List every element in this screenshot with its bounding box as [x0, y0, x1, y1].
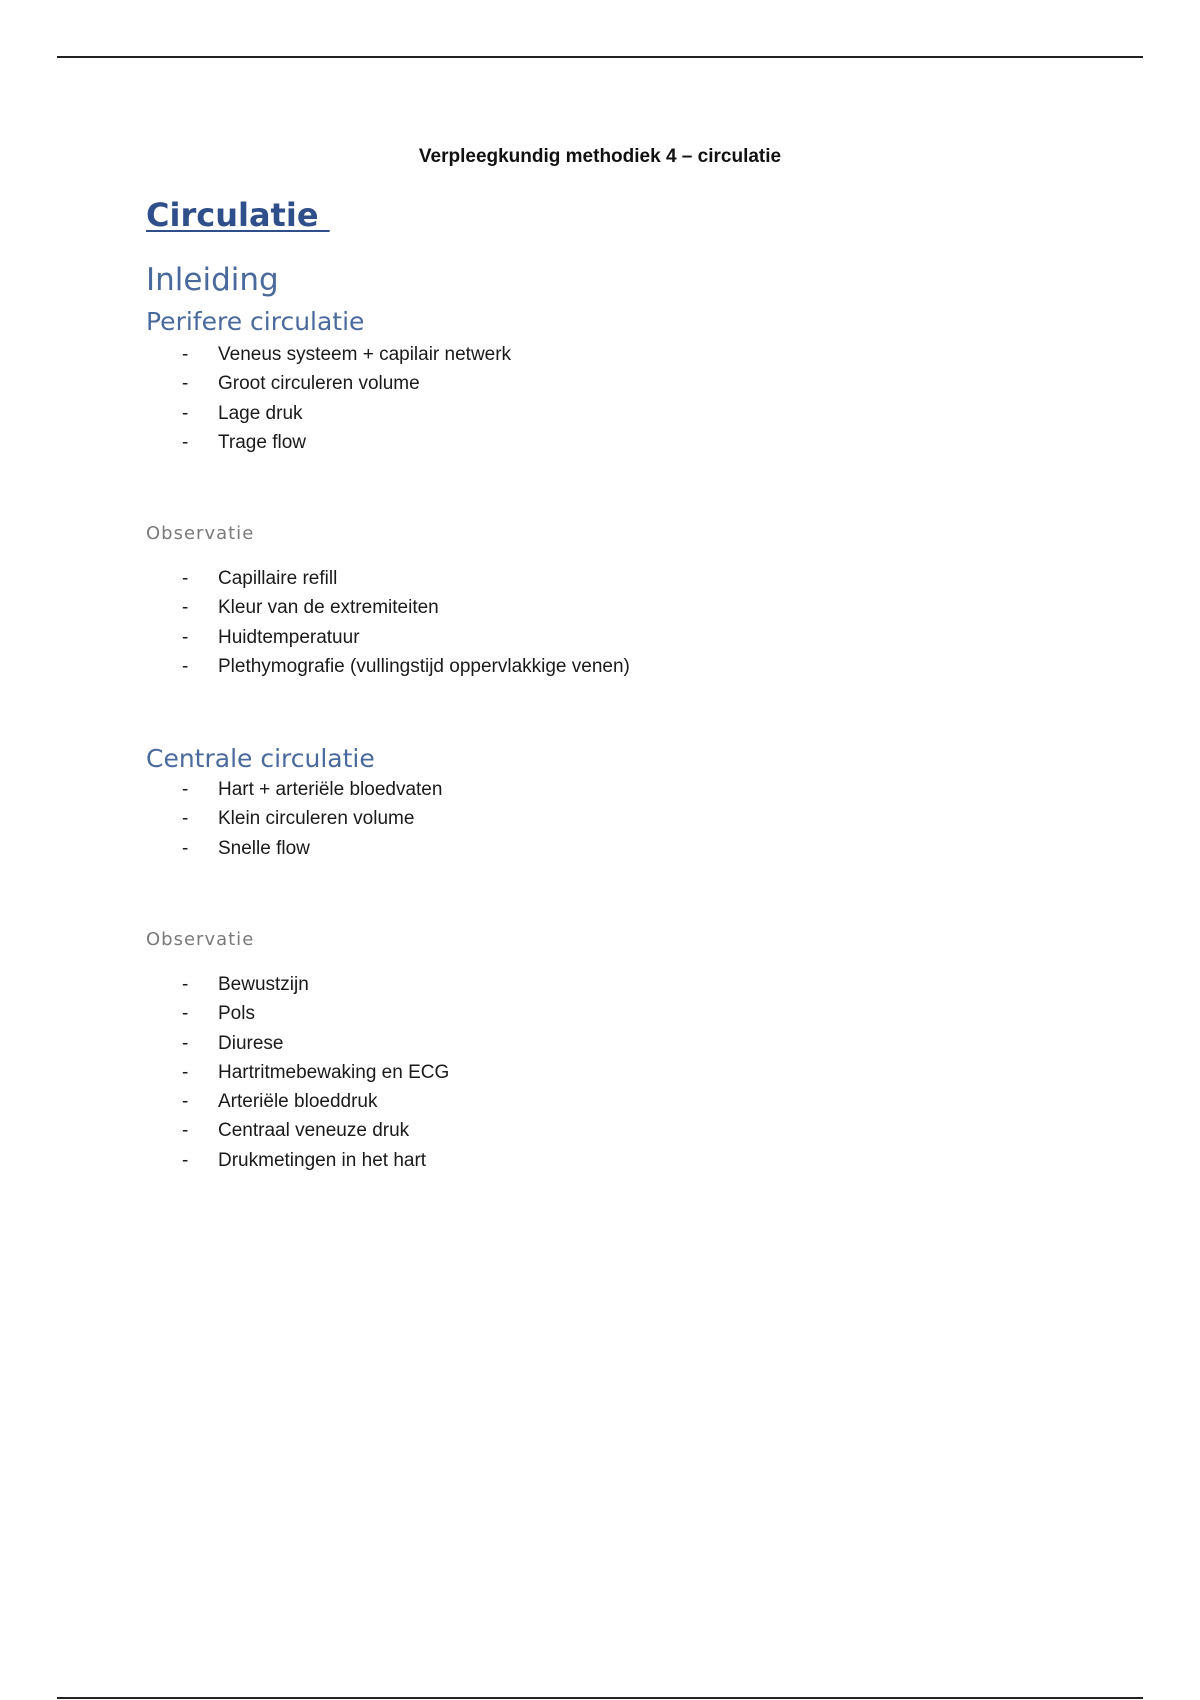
heading-inleiding: Inleiding [146, 262, 279, 298]
list-item-text: Capillaire refill [218, 568, 338, 589]
bullet-dash: - [182, 568, 189, 589]
header-title: Verpleegkundig methodiek 4 – circulatie [418, 146, 782, 167]
list-item-text: Plethymografie (vullingstijd oppervlakkige venen) [218, 655, 630, 677]
list-item-text: Hartritmebewaking en ECG [218, 1061, 450, 1083]
bullet-dash: - [182, 974, 189, 995]
bullet-dash: - [182, 597, 189, 619]
list-item-text: Diurese [218, 1032, 284, 1054]
bullet-dash: - [182, 655, 189, 677]
bullet-dash: - [182, 1120, 189, 1142]
list-item-text: Hart + arteriële bloedvaten [218, 779, 443, 800]
bullet-dash: - [182, 1003, 189, 1025]
bullet-dash: - [182, 1061, 189, 1083]
bullet-dash: - [182, 779, 189, 800]
list-item-text: Veneus systeem + capilair netwerk [218, 344, 512, 365]
header-rule [57, 56, 1143, 58]
list-item-text: Bewustzijn [218, 974, 309, 995]
bullet-dash: - [182, 402, 189, 424]
bullet-dash: - [182, 808, 189, 830]
list-item-text: Snelle flow [218, 837, 310, 859]
bullet-dash: - [182, 431, 189, 453]
heading-observatie-centrale: Observatie [146, 929, 255, 950]
list-item-text: Pols [218, 1003, 255, 1025]
bullet-dash: - [182, 373, 189, 395]
list-item-text: Drukmetingen in het hart [218, 1149, 427, 1171]
footer-rule [57, 1697, 1143, 1699]
list-item-text: Groot circuleren volume [218, 373, 420, 395]
list-item-text: Klein circuleren volume [218, 808, 415, 830]
bullet-dash: - [182, 1032, 189, 1054]
bullet-dash: - [182, 837, 189, 859]
list-item-text: Centraal veneuze druk [218, 1120, 410, 1142]
list-item-text: Kleur van de extremiteiten [218, 597, 439, 619]
bullet-dash: - [182, 1149, 189, 1171]
list-item-text: Arteriële bloeddruk [218, 1091, 378, 1113]
bullet-dash: - [182, 1091, 189, 1113]
bullet-dash: - [182, 626, 189, 648]
heading-perifere-circulatie: Perifere circulatie [146, 307, 365, 336]
list-item-text: Huidtemperatuur [218, 626, 360, 648]
bullet-dash: - [182, 344, 189, 365]
heading-centrale-circulatie: Centrale circulatie [146, 744, 375, 773]
list-item-text: Lage druk [218, 402, 303, 424]
heading-observatie-perifere: Observatie [146, 523, 255, 544]
document-title: Circulatie [146, 196, 330, 234]
list-item-text: Trage flow [218, 431, 306, 453]
